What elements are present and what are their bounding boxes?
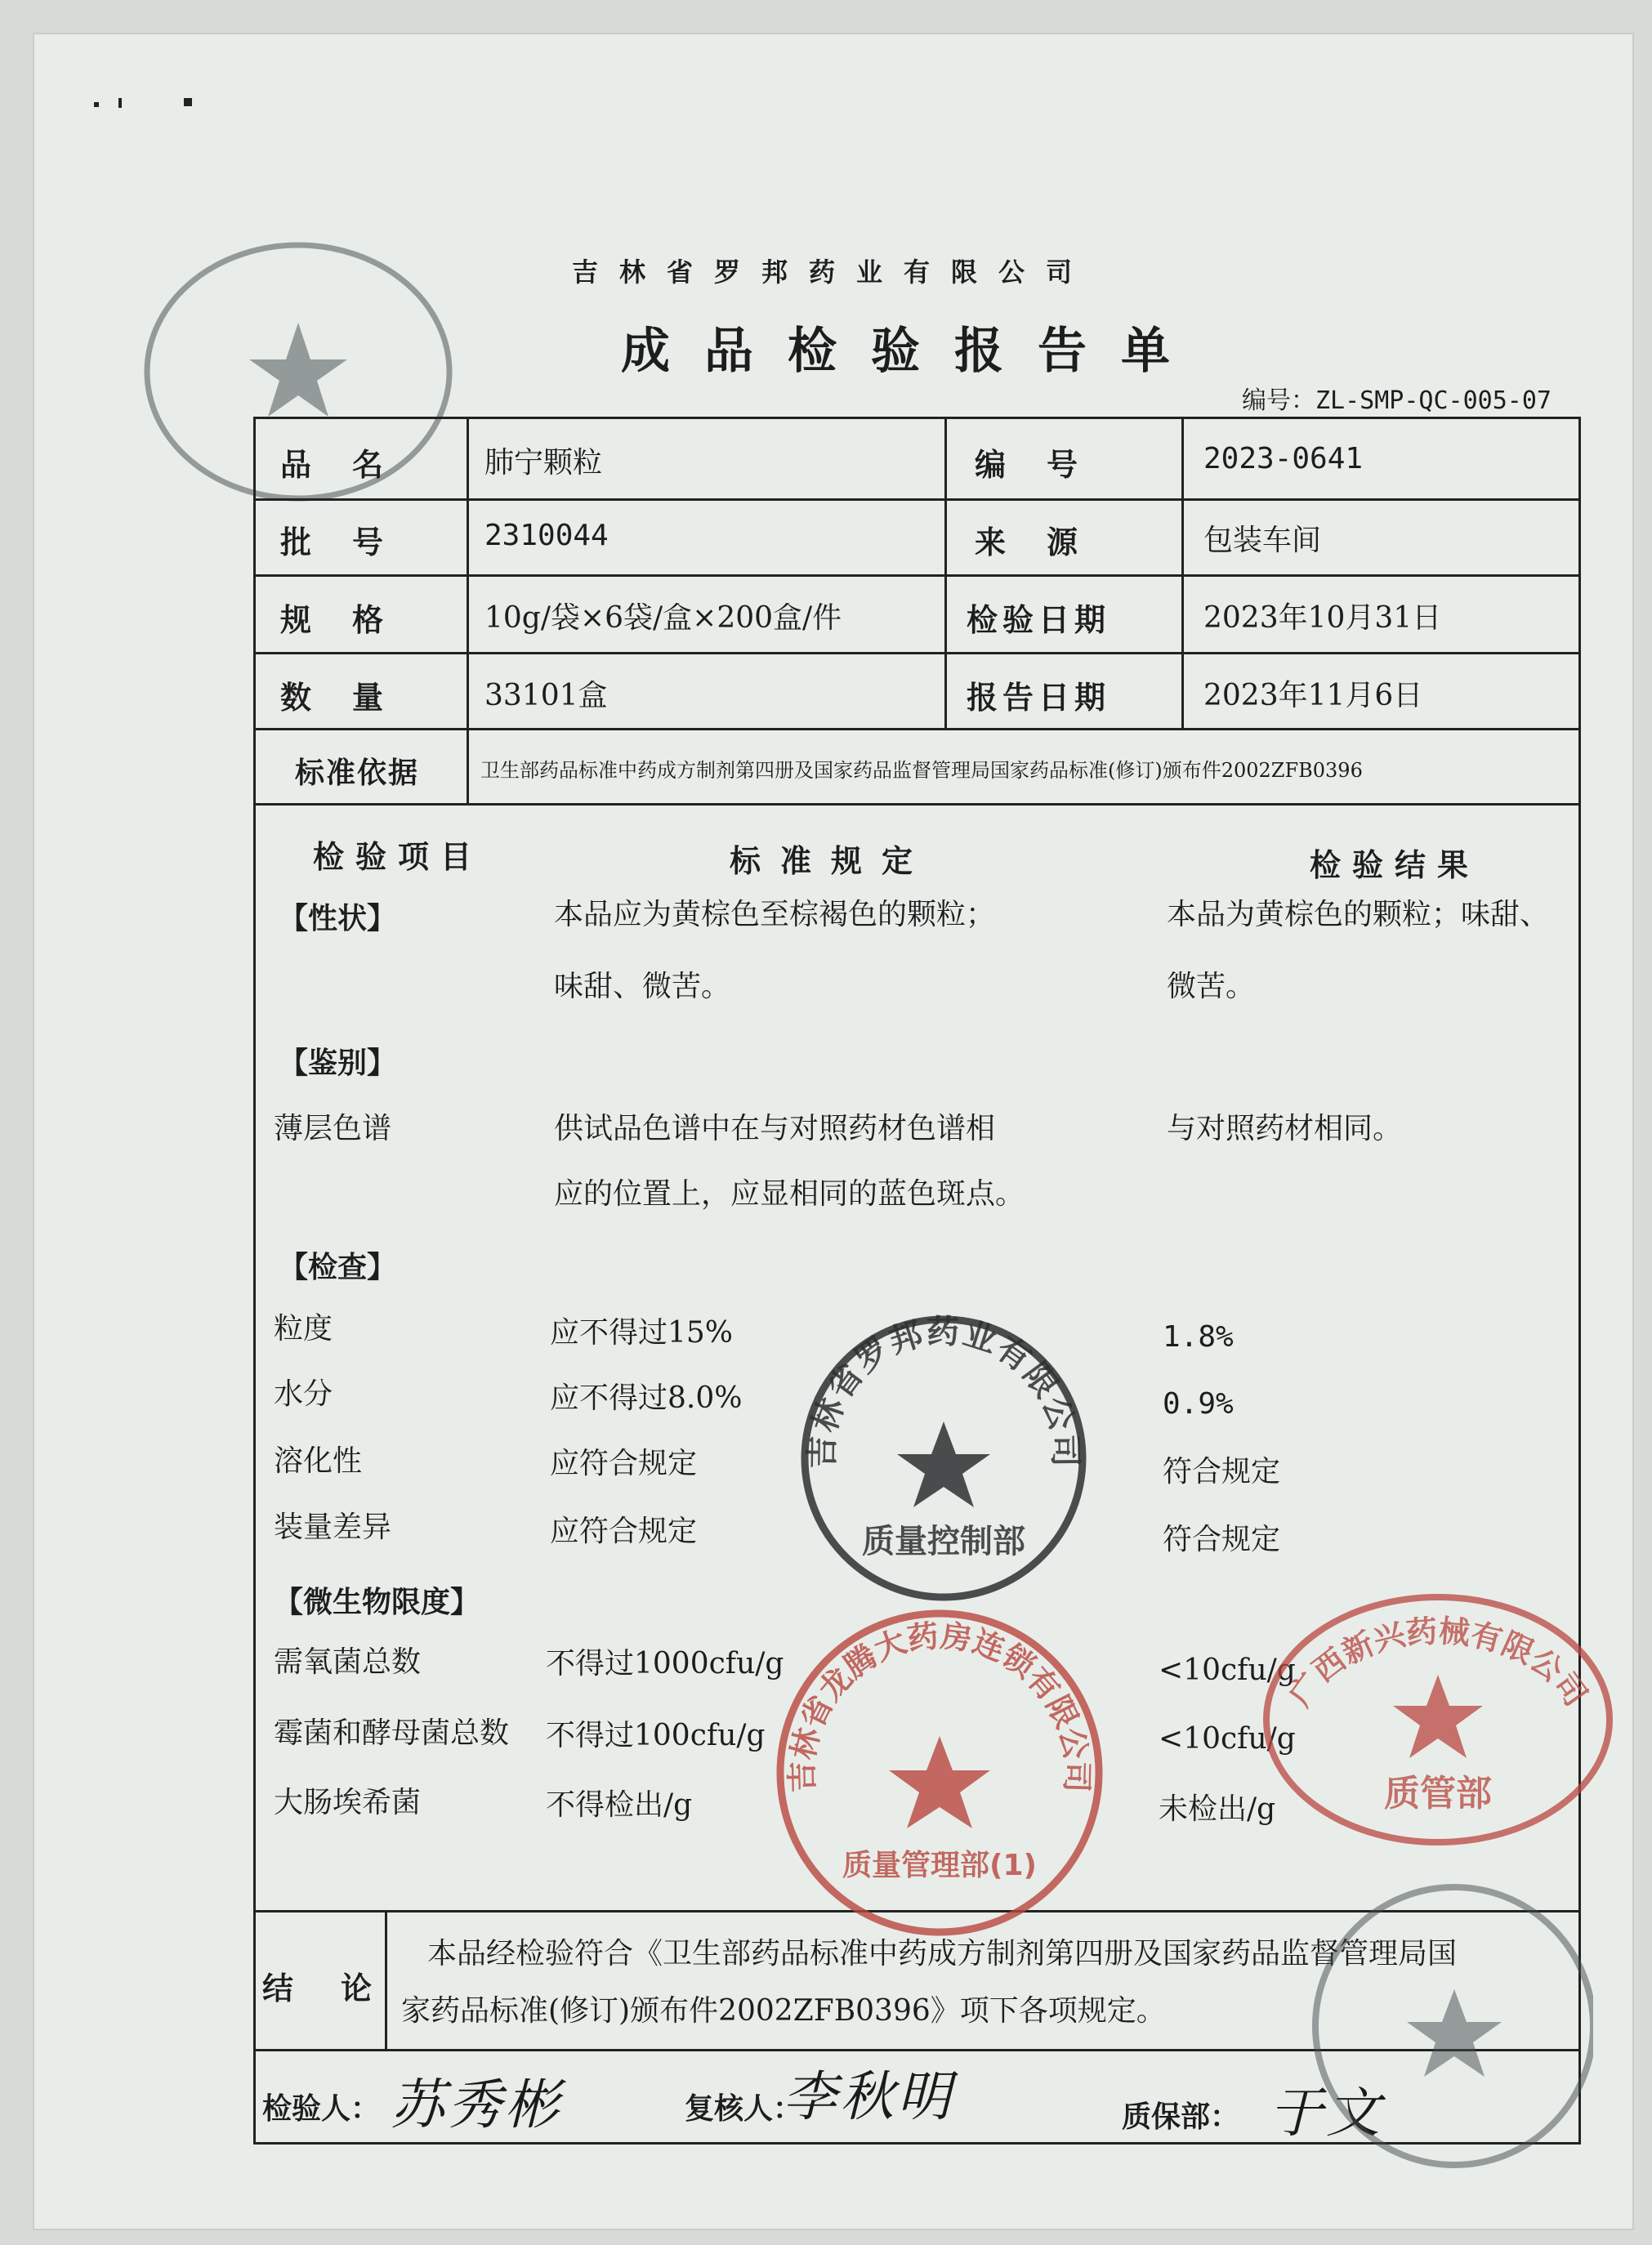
punch-mark (118, 98, 122, 108)
solubility-standard: 应符合规定 (550, 1447, 698, 1480)
pharmacy-stamp (768, 1601, 1111, 1944)
source-value: 包装车间 (1203, 524, 1322, 557)
ecoli-result: 未检出/g (1159, 1792, 1276, 1826)
distributor-stamp (1258, 1585, 1618, 1854)
inspect-date-label: 检验日期 (967, 601, 1111, 638)
conclusion-line1: 本品经检验符合《卫生部药品标准中药成方制剂第四册及国家药品监督管理局国 (427, 1937, 1458, 1971)
tlc-label: 薄层色谱 (274, 1112, 392, 1145)
solubility-label: 溶化性 (274, 1444, 363, 1478)
aerobic-label: 需氧菌总数 (274, 1645, 422, 1679)
conclusion-line2: 家药品标准(修订)颁布件2002ZFB0396》项下各项规定。 (401, 1994, 1166, 2028)
appearance-standard-line2: 味甜、微苦。 (554, 970, 731, 1003)
granularity-standard: 应不得过15% (550, 1316, 734, 1350)
inspector-label: 检验人： (262, 2091, 381, 2126)
report-paper (33, 33, 1634, 2230)
reviewer-label: 复核人： (685, 2091, 803, 2126)
ecoli-label: 大肠埃希菌 (274, 1786, 422, 1819)
document-number: 编号：ZL-SMP-QC-005-07 (1242, 386, 1552, 415)
quantity-label: 数 量 (280, 679, 389, 716)
qa-signature: 于文 (1269, 2082, 1383, 2145)
section-check: 【检查】 (279, 1250, 397, 1284)
column-item: 检验项目 (313, 838, 484, 875)
number-label: 编 号 (975, 446, 1083, 483)
company-name: 吉林省罗邦药业有限公司 (572, 257, 1094, 288)
column-result: 检验结果 (1310, 846, 1480, 883)
punch-mark (94, 102, 99, 107)
fill-difference-standard: 应符合规定 (550, 1515, 698, 1548)
fill-difference-result: 符合规定 (1163, 1523, 1281, 1556)
quantity-value: 33101盒 (484, 679, 608, 712)
quality-stamp-dept: 质量控制部 (862, 1523, 1025, 1560)
section-microbial: 【微生物限度】 (274, 1585, 480, 1619)
tlc-standard-line2: 应的位置上，应显相同的蓝色斑点。 (554, 1177, 1025, 1211)
ecoli-standard: 不得检出/g (546, 1788, 693, 1822)
tlc-result: 与对照药材相同。 (1167, 1112, 1403, 1145)
faded-stamp-bottom-right (1299, 1871, 1593, 2181)
moisture-label: 水分 (274, 1377, 333, 1411)
mold-yeast-standard: 不得过100cfu/g (546, 1719, 766, 1752)
distributor-stamp-ring: 广西新兴药械有限公司 (1281, 1613, 1595, 1713)
report-date-label: 报告日期 (967, 679, 1111, 716)
pharmacy-stamp-ring: 吉林省龙腾大药房连锁有限公司 (784, 1618, 1096, 1793)
inspect-date-value: 2023年10月31日 (1203, 601, 1442, 635)
standard-label: 标准依据 (295, 756, 420, 790)
conclusion-label: 结 论 (262, 1970, 381, 2006)
section-appearance: 【性状】 (279, 901, 397, 935)
granularity-label: 粒度 (274, 1312, 333, 1346)
inspector-signature: 苏秀彬 (391, 2073, 562, 2136)
quality-stamp-ring: 吉林省罗邦药业有限公司 (803, 1313, 1084, 1469)
appearance-standard-line1: 本品应为黄棕色至棕褐色的颗粒； (554, 898, 996, 931)
mold-yeast-label: 霉菌和酵母菌总数 (274, 1716, 510, 1750)
batch-label: 批 号 (280, 524, 389, 560)
qa-label: 质保部： (1122, 2100, 1240, 2134)
source-label: 来 源 (975, 524, 1083, 560)
moisture-result: 0.9% (1163, 1387, 1234, 1421)
granularity-result: 1.8% (1163, 1320, 1234, 1354)
appearance-result-line1: 本品为黄棕色的颗粒；味甜、 (1167, 898, 1550, 931)
quality-control-stamp (793, 1307, 1095, 1609)
moisture-standard: 应不得过8.0% (550, 1381, 743, 1415)
pharmacy-stamp-dept: 质量管理部(1) (842, 1849, 1037, 1882)
spec-value: 10g/袋×6袋/盒×200盒/件 (484, 601, 842, 635)
mold-yeast-result: <10cfu/g (1159, 1722, 1296, 1756)
report-date-value: 2023年11月6日 (1203, 679, 1423, 712)
product-name-value: 肺宁颗粒 (484, 446, 603, 480)
reviewer-signature: 李秋明 (783, 2065, 954, 2128)
tlc-standard-line1: 供试品色谱中在与对照药材色谱相 (554, 1112, 996, 1145)
fill-difference-label: 装量差异 (274, 1511, 392, 1544)
distributor-stamp-dept: 质管部 (1384, 1773, 1492, 1814)
solubility-result: 符合规定 (1163, 1455, 1281, 1488)
product-name-label: 品 名 (280, 446, 389, 483)
aerobic-standard: 不得过1000cfu/g (546, 1647, 784, 1680)
standard-value: 卫生部药品标准中药成方制剂第四册及国家药品监督管理局国家药品标准(修订)颁布件2002ZFB0396 (480, 759, 1363, 782)
punch-mark (184, 98, 192, 106)
number-value: 2023-0641 (1203, 442, 1364, 475)
section-identification: 【鉴别】 (279, 1046, 397, 1080)
appearance-result-line2: 微苦。 (1167, 970, 1256, 1003)
spec-label: 规 格 (280, 601, 389, 638)
column-standard: 标准规定 (730, 842, 933, 879)
report-title: 成品检验报告单 (621, 323, 1204, 380)
aerobic-result: <10cfu/g (1159, 1654, 1296, 1687)
batch-value: 2310044 (484, 519, 609, 552)
